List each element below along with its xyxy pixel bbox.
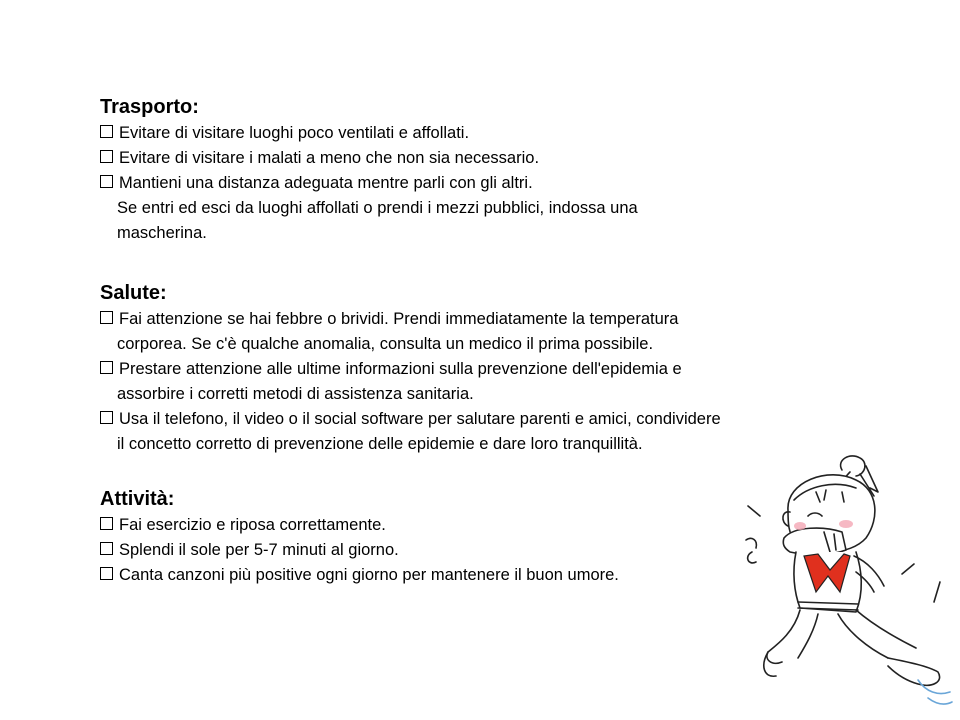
coughing-character-illustration: [738, 452, 960, 720]
item-text-continuation: Se entri ed esci da luoghi affollati o prendi i mezzi pubblici, indossa una: [117, 199, 638, 217]
item-text-continuation: assorbire i corretti metodi di assistenza sanitaria.: [117, 385, 474, 403]
item-text: Prestare attenzione alle ultime informazioni sulla prevenzione dell'epidemia e: [119, 360, 682, 378]
item-text: Fai attenzione se hai febbre o brividi. Prendi immediatamente la temperatura: [119, 310, 679, 328]
list-item: [100, 171, 920, 246]
item-text: Mantieni una distanza adeguata mentre parli con gli altri.: [119, 174, 533, 192]
item-text: Splendi il sole per 5-7 minuti al giorno.: [119, 541, 399, 559]
item-text: Evitare di visitare i malati a meno che non sia necessario.: [119, 149, 540, 167]
checkbox-square-icon: [100, 361, 113, 374]
checkbox-square-icon: [100, 175, 113, 188]
checkbox-square-icon: [100, 542, 113, 555]
item-text: Canta canzoni più positive ogni giorno per mantenere il buon umore.: [119, 566, 619, 584]
checkbox-square-icon: [100, 150, 113, 163]
item-text-continuation: mascherina.: [117, 224, 207, 242]
list-item: [100, 357, 920, 407]
section-heading: Attività:: [100, 488, 175, 510]
item-text-continuation: il concetto corretto di prevenzione delle epidemie e dare loro tranquillità.: [117, 435, 643, 453]
checkbox-square-icon: [100, 311, 113, 324]
item-text: Fai esercizio e riposa correttamente.: [119, 516, 386, 534]
section-trasporto: [100, 95, 920, 246]
checkbox-square-icon: [100, 411, 113, 424]
checkbox-square-icon: [100, 125, 113, 138]
list-item: [100, 307, 920, 357]
checkbox-square-icon: [100, 567, 113, 580]
list-item: [100, 121, 920, 146]
checkbox-square-icon: [100, 517, 113, 530]
list-item: [100, 407, 920, 457]
section-salute: [100, 281, 920, 457]
item-text: Evitare di visitare luoghi poco ventilati e affollati.: [119, 124, 470, 142]
list-item: [100, 146, 920, 171]
item-text-continuation: corporea. Se c'è qualche anomalia, consulta un medico il prima possibile.: [117, 335, 654, 353]
section-heading: Trasporto:: [100, 96, 199, 118]
section-heading: Salute:: [100, 282, 167, 304]
item-text: Usa il telefono, il video o il social software per salutare parenti e amici, condividere: [119, 410, 721, 428]
